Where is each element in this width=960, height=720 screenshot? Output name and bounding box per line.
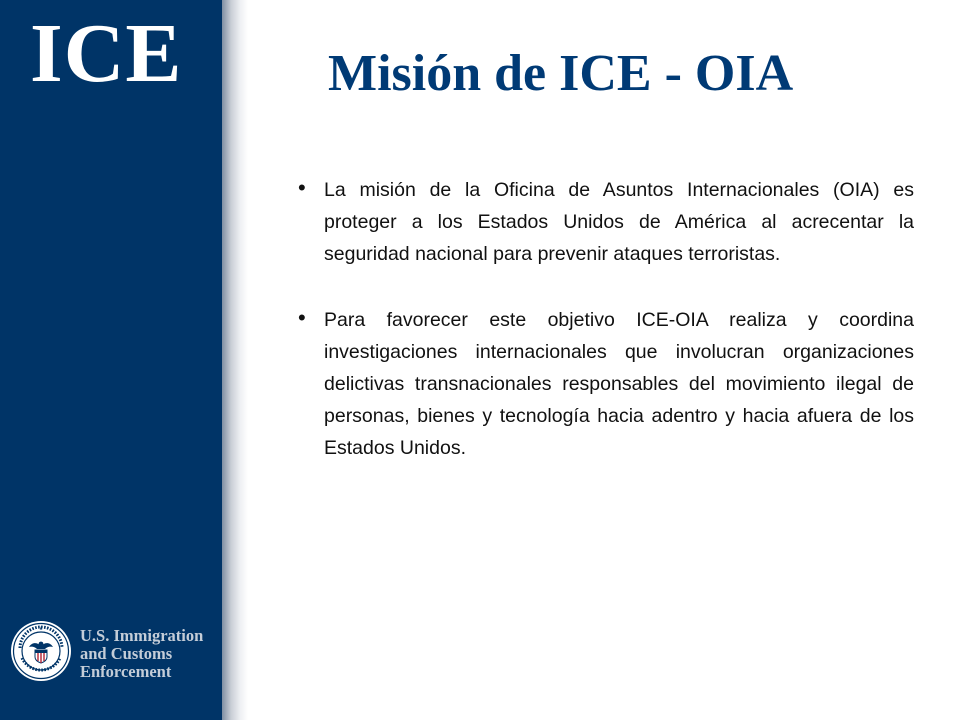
bullet-item: [296, 304, 914, 464]
dhs-seal-icon: [10, 620, 72, 682]
bullet-text: Para favorecer este objetivo ICE-OIA realiza y coordina investigaciones internacionales que involucran organizaciones delictivas transnacionales responsables del movimiento ilegal de personas, bienes y tecnología hacia adentro y hacia afuera de los Estados Unidos.: [324, 309, 914, 459]
agency-line-2: and Customs: [80, 644, 173, 663]
bullet-dot-icon: •: [298, 175, 306, 200]
bullet-item: [296, 174, 914, 270]
ice-logo: ICE: [30, 7, 183, 100]
sidebar-panel: [0, 0, 222, 720]
bullet-dot-icon: •: [298, 305, 306, 330]
agency-line-1: U.S. Immigration: [80, 626, 204, 645]
agency-name: [80, 627, 203, 681]
slide-title: Misión de ICE - OIA: [328, 45, 794, 102]
bullet-list: [296, 174, 914, 498]
agency-line-3: Enforcement: [80, 662, 172, 681]
sidebar-shadow: [222, 0, 248, 720]
bullet-text: La misión de la Oficina de Asuntos Internacionales (OIA) es proteger a los Estados Unidos de América al acrecentar la seguridad nacional para prevenir ataques terroristas.: [324, 179, 914, 265]
